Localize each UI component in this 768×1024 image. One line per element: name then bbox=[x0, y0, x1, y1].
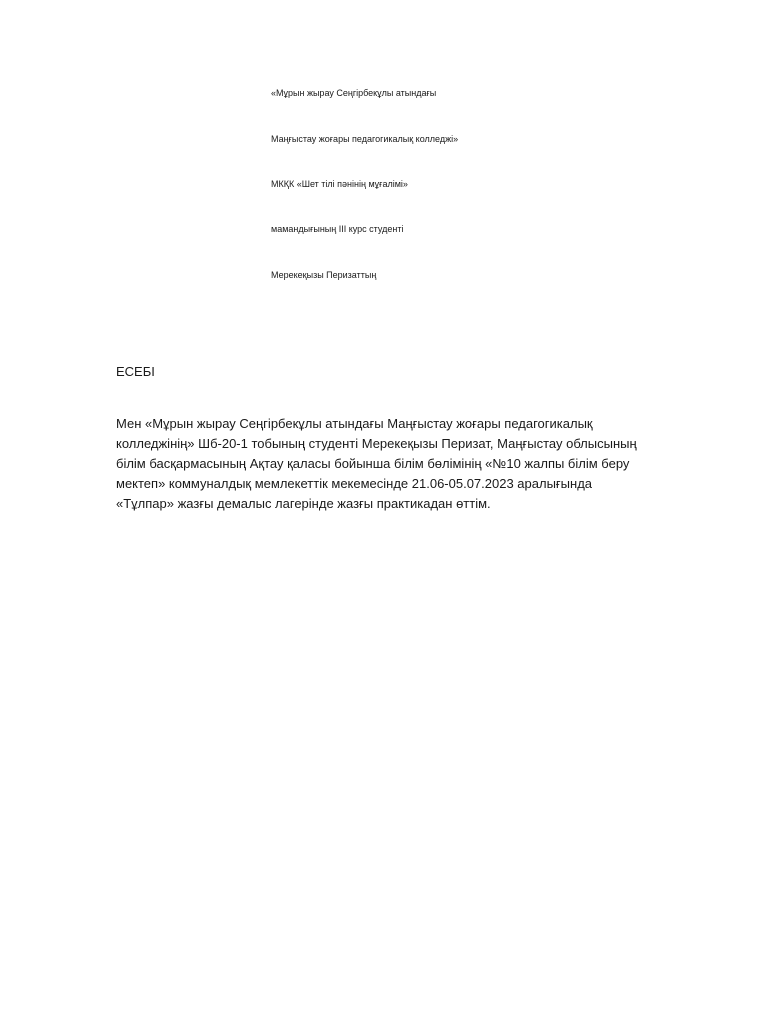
report-title: ЕСЕБІ bbox=[116, 364, 155, 379]
header-line-course: мамандығының ІІІ курс студенті bbox=[271, 224, 404, 234]
report-body bbox=[116, 414, 656, 514]
report-body-line: Мен «Мұрын жырау Сеңгірбекұлы атындағы Маңғыстау жоғары педагогикалық bbox=[116, 416, 593, 431]
report-body-line: колледжінің» Шб-20-1 тобының студенті Мерекеқызы Перизат, Маңғыстау облысының bbox=[116, 436, 637, 451]
header-line-student-name: Мерекеқызы Перизаттың bbox=[271, 270, 377, 280]
header-line-college-name: «Мұрын жырау Сеңгірбекұлы атындағы bbox=[271, 88, 437, 98]
report-body-line: «Тұлпар» жазғы демалыс лагерінде жазғы практикадан өттім. bbox=[116, 496, 491, 511]
report-body-line: білім басқармасының Ақтау қаласы бойынша білім бөлімінің «№10 жалпы білім беру bbox=[116, 456, 630, 471]
header-line-specialty: МКҚК «Шет тілі пәнінің мұғалімі» bbox=[271, 179, 408, 189]
header-line-college-type: Маңғыстау жоғары педагогикалық колледжі» bbox=[271, 134, 459, 144]
report-body-line: мектеп» коммуналдық мемлекеттік мекемесінде 21.06-05.07.2023 аралығында bbox=[116, 476, 593, 491]
